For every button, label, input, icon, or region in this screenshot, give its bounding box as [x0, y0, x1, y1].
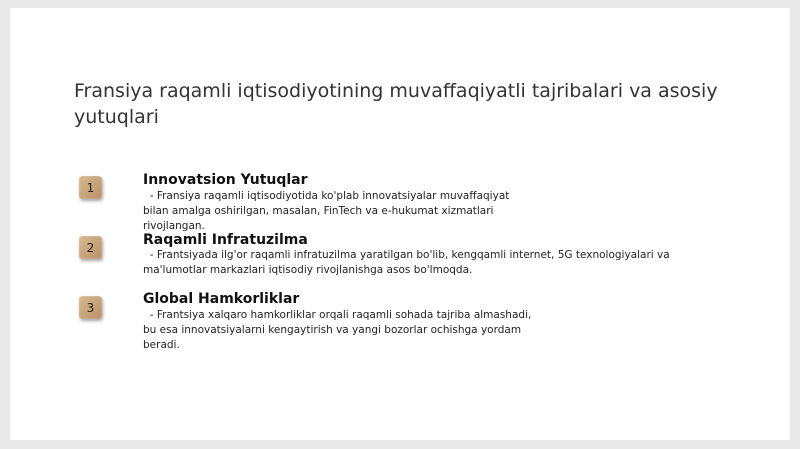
- item-description: - Frantsiyada ilg'or raqamli infratuzilma yaratilgan bo'lib, kengqamli internet, 5G texnologiyalari va ma'lumotlar markazlari iqtisodiy rivojlanishga asos bo'lmoqda.: [143, 249, 670, 276]
- item-title: Global Hamkorliklar: [143, 291, 300, 307]
- item-title: Raqamli Infratuzilma: [143, 232, 308, 248]
- number-badge: 2: [79, 236, 102, 259]
- item-title: Innovatsion Yutuqlar: [143, 172, 308, 188]
- item-description: - Fransiya raqamli iqtisodiyotida ko'plab innovatsiyalar muvaffaqiyat bilan amalga oshirilgan, masalan, FinTech va e-hukumat xizmatlari rivojlangan.: [143, 190, 510, 232]
- slide-title: Fransiya raqamli iqtisodiyotining muvaffaqiyatli tajribalari va asosiy yutuqlari: [74, 80, 718, 128]
- slide: [10, 8, 790, 440]
- item-description: - Frantsiya xalqaro hamkorliklar orqali raqamli sohada tajriba almashadi, bu esa innovatsiyalarni kengaytirish va yangi bozorlar ochishga yordam beradi.: [143, 309, 532, 351]
- number-badge: 1: [79, 176, 102, 199]
- number-badge: 3: [79, 296, 102, 319]
